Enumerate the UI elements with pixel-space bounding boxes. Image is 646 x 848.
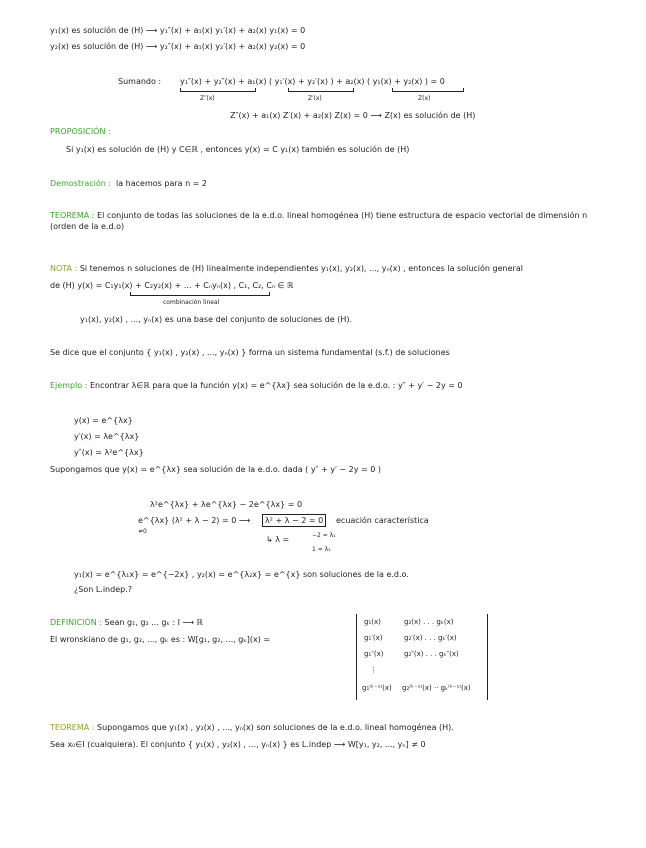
definition-heading: DEFINICIÓN :: [50, 618, 102, 627]
demonstration-heading: Demostración :: [50, 179, 112, 188]
sum-label: Sumando :: [118, 77, 162, 86]
example-heading: Ejemplo :: [50, 381, 88, 390]
example-question: ¿Son L.indep.?: [74, 585, 132, 594]
example-eq-2: e^{λx} (λ² + λ − 2) = 0 ⟶: [138, 516, 251, 525]
matrix-cell: g₁′(x): [364, 634, 383, 642]
note-text-3: y₁(x), y₂(x) , ..., yₙ(x) es una base del conjunto de soluciones de (H).: [80, 315, 353, 324]
intro-line-1: y₁(x) es solución de (H) ⟶ y₁″(x) + a₁(x) y₁′(x) + a₂(x) y₁(x) = 0: [50, 26, 306, 35]
demonstration-text: la hacemos para n = 2: [116, 179, 208, 188]
matrix-cell: g₁⁽ᵏ⁻¹⁾(x): [362, 684, 392, 692]
wronskian-right-bar: [487, 614, 488, 700]
definition: [50, 617, 203, 628]
proposition-heading: PROPOSICIÓN :: [50, 127, 111, 136]
example-text: Encontrar λ∈ℝ para que la función y(x) = e^{λx} sea solución de la e.d.o. : y″ + y′ − 2y = 0: [89, 381, 463, 390]
example-y1: y′(x) = λe^{λx}: [74, 432, 140, 441]
characteristic-label: ecuación característica: [336, 516, 429, 525]
brace-z1: [288, 88, 354, 92]
definition-text-2: El wronskiano de g₁, g₂, ..., gₖ es : W[g₁, g₂, ..., gₖ](x) =: [50, 635, 271, 644]
sum-result: Z″(x) + a₁(x) Z′(x) + a₂(x) Z(x) = 0 ⟶ Z(x) es solución de (H): [230, 111, 476, 120]
matrix-cell: g₂(x) . . . gₖ(x): [404, 618, 454, 626]
wronskian-left-bar: [356, 614, 357, 700]
note-text-1: Si tenemos n soluciones de (H) linealmente independientes y₁(x), y₂(x), ..., yₙ(x) , entonces la solución general: [79, 264, 523, 273]
matrix-cell: g₁″(x): [364, 650, 384, 658]
matrix-cell: g₁(x): [364, 618, 381, 626]
brace-z0-label: Z(x): [418, 95, 431, 102]
theorem-1: [50, 210, 600, 232]
note-text-2: de (H) y(x) = C₁y₁(x) + C₂y₂(x) + ... + Cₙyₙ(x) , C₁, C₂, Cₙ ∈ ℝ: [50, 281, 294, 290]
root-1: −2 = λ₁: [312, 532, 336, 539]
theorem-2-text-2: Sea x₀∈I (cualquiera). El conjunto { y₁(x) , y₂(x) , ..., yₙ(x) } es L.indep ⟶ W[y₁, y₂, ..., yₙ] ≠ 0: [50, 740, 426, 749]
combination-label: combinación lineal: [163, 299, 220, 306]
theorem-1-text: El conjunto de todas las soluciones de la e.d.o. lineal homogénea (H) tiene estructura de espacio vectorial de dimensión n (orden de la e.d.o): [50, 211, 588, 231]
brace-z2: [180, 88, 256, 92]
example-eq-1: λ²e^{λx} + λe^{λx} − 2e^{λx} = 0: [150, 500, 303, 509]
example-y0: y(x) = e^{λx}: [74, 416, 133, 425]
definition-text-1: Sean g₁, g₂ ... gₖ : I ⟶ ℝ: [104, 618, 203, 627]
example-solutions: y₁(x) = e^{λ₁x} = e^{−2x} , y₂(x) = e^{λ₂x} = e^{x} son soluciones de la e.d.o.: [74, 570, 409, 579]
matrix-cell: ⋮: [370, 666, 377, 674]
note: [50, 263, 523, 274]
brace-z2-label: Z″(x): [200, 95, 215, 102]
example: [50, 380, 463, 391]
nonzero-note: ≠0: [138, 528, 147, 535]
combination-brace: [130, 292, 270, 296]
proposition-text: Si y₁(x) es solución de (H) y C∈ℝ , entonces y(x) = C y₁(x) también es solución de (H): [66, 145, 410, 154]
intro-line-2: y₂(x) es solución de (H) ⟶ y₂″(x) + a₁(x) y₂′(x) + a₂(x) y₂(x) = 0: [50, 42, 306, 51]
roots-lead: ↳ λ =: [266, 535, 290, 544]
theorem-2-heading: TEOREMA :: [50, 723, 95, 732]
example-y2: y″(x) = λ²e^{λx}: [74, 448, 144, 457]
matrix-cell: g₂″(x) . . . gₖ″(x): [404, 650, 459, 658]
theorem-1-heading: TEOREMA :: [50, 211, 95, 220]
theorem-2: [50, 722, 454, 733]
root-2: 1 = λ₂: [312, 546, 331, 553]
example-suppose: Supongamos que y(x) = e^{λx} sea solución de la e.d.o. dada ( y″ + y′ − 2y = 0 ): [50, 465, 382, 474]
matrix-cell: g₂⁽ᵏ⁻¹⁾(x) ·· gₖ⁽ᵏ⁻¹⁾(x): [402, 684, 471, 692]
sum-equation: y₁″(x) + y₂″(x) + a₁(x) ( y₁′(x) + y₂′(x) ) + a₂(x) ( y₁(x) + y₂(x) ) = 0: [180, 77, 445, 86]
theorem-2-text-1: Supongamos que y₁(x) , y₂(x) , ..., yₙ(x) son soluciones de la e.d.o. lineal homogénea (H).: [97, 723, 454, 732]
note-heading: NOTA :: [50, 264, 78, 273]
fundamental-system-text: Se dice que el conjunto { y₁(x) , y₂(x) , ..., yₙ(x) } forma un sistema fundamental (s.f.) de soluciones: [50, 348, 450, 357]
characteristic-box: λ² + λ − 2 = 0: [262, 514, 326, 527]
brace-z1-label: Z′(x): [308, 95, 322, 102]
brace-z0: [392, 88, 464, 92]
matrix-cell: g₂′(x) . . . gₖ′(x): [404, 634, 457, 642]
